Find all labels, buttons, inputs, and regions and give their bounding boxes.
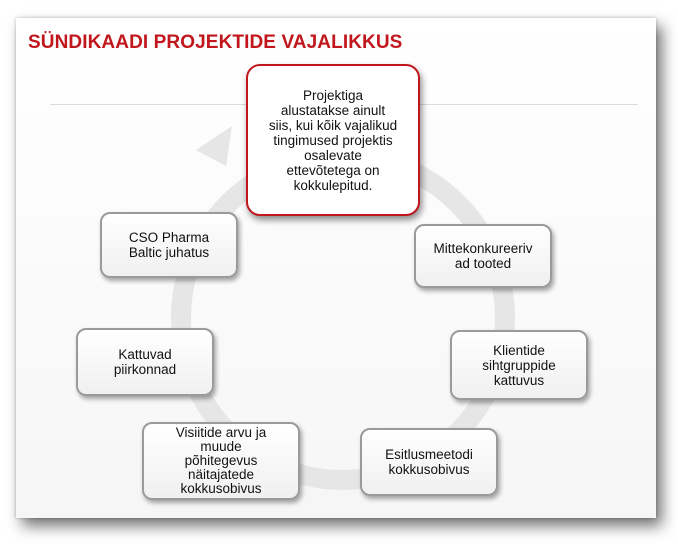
node-overlapping-regions-label: Kattuvad piirkonnad — [113, 347, 177, 377]
slide-title: SÜNDIKAADI PROJEKTIDE VAJALIKKUS — [28, 32, 403, 53]
node-cso-board — [100, 212, 238, 278]
node-visits-and-activities-label: Visiitide arvu ja muude põhitegevus näitajatede kokkusobivus — [175, 425, 267, 496]
cycle-arrow-head-icon — [196, 126, 232, 166]
node-noncompeting-products — [414, 224, 552, 288]
node-project-start-label: Projektiga alustatakse ainult siis, kui kõik vajalikud tingimused projektis osalevate ettevõtetega on kokkulepitud. — [268, 87, 398, 193]
node-noncompeting-products-label: Mittekonkureeriv ad tooted — [433, 241, 533, 271]
node-client-target-overlap-label: Klientide sihtgruppide kattuvus — [482, 342, 556, 388]
node-presentation-method-label: Esitlusmeetodi kokkusobivus — [385, 447, 473, 477]
node-presentation-method — [360, 428, 498, 496]
node-project-start — [246, 64, 420, 216]
node-cso-board-label: CSO Pharma Baltic juhatus — [128, 230, 210, 260]
node-visits-and-activities — [142, 422, 300, 500]
node-client-target-overlap — [450, 330, 588, 400]
node-overlapping-regions — [76, 328, 214, 396]
